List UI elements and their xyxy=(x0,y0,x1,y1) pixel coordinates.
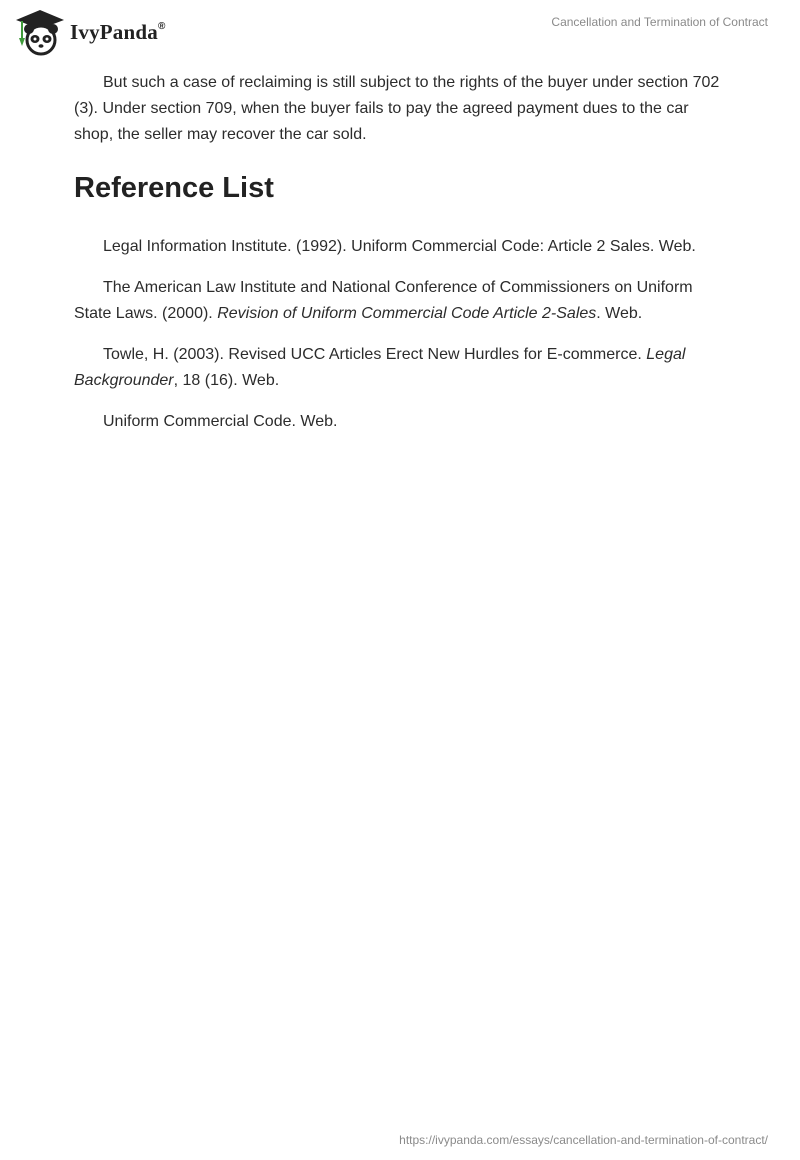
document-content xyxy=(74,70,724,450)
reference-item-1: Legal Information Institute. (1992). Uniform Commercial Code: Article 2 Sales. Web. xyxy=(103,238,696,255)
document-title: Cancellation and Termination of Contract xyxy=(551,15,768,29)
body-paragraph: But such a case of reclaiming is still subject to the rights of the buyer under section 702 (3). Under section 709, when the buyer fails to pay the agreed payment dues to the car shop, the seller may recover the car sold. xyxy=(74,74,720,143)
reference-item-3: Towle, H. (2003). Revised UCC Articles Erect New Hurdles for E-commerce. Legal Backgrounder, 18 (16). Web. xyxy=(74,346,686,389)
reference-item-2: The American Law Institute and National Conference of Commissioners on Uniform State Laws. (2000). Revision of Uniform Commercial Code Article 2-Sales. Web. xyxy=(74,279,693,322)
ivypanda-logo[interactable] xyxy=(14,8,166,56)
reference-list-heading: Reference List xyxy=(74,172,274,204)
panda-graduation-cap-icon xyxy=(14,8,66,56)
reference-item-4: Uniform Commercial Code. Web. xyxy=(103,413,338,430)
logo-wordmark: IvyPanda® xyxy=(70,19,166,44)
footer-source-link[interactable]: https://ivypanda.com/essays/cancellation-and-termination-of-contract/ xyxy=(399,1133,768,1147)
page-header xyxy=(0,0,800,60)
